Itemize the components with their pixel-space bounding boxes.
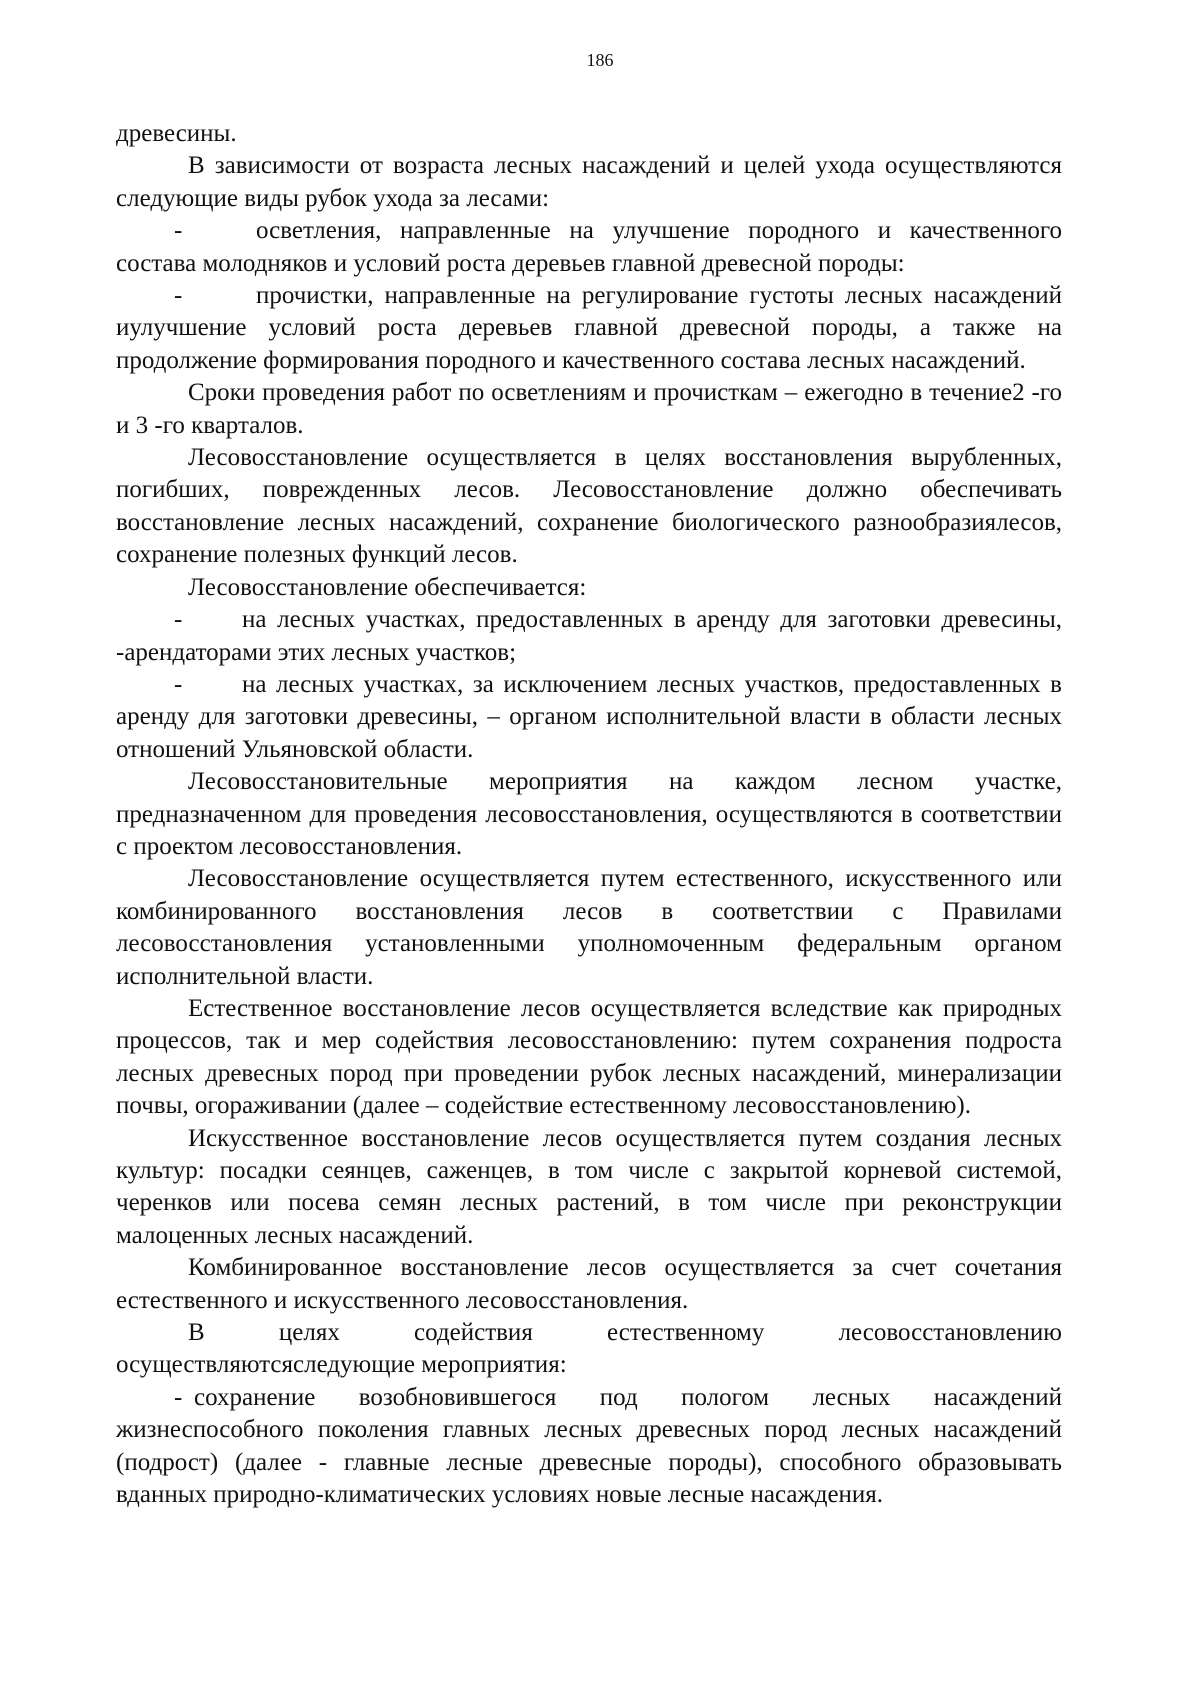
- paragraph-1: [116, 150, 1062, 215]
- bullet-dash: -: [174, 670, 183, 698]
- paragraph-text: Лесовосстановление осуществляется путем естественного, искусственного или комбинированного восстановления лесов в соответствии с Правилами лесовосстановления установленными уполномоченным федеральным органом исполнительной власти.: [116, 865, 1062, 990]
- paragraph-text: на лесных участках, предоставленных в аренду для заготовки древесины, -арендаторами этих лесных участков;: [116, 606, 1062, 666]
- paragraph-6: [116, 572, 1062, 604]
- paragraph-text: осветления, направленные на улучшение породного и качественного состава молодняков и условий роста деревьев главной древесной породы:: [116, 217, 1062, 277]
- paragraph-text: В целях содействия естественному лесовосстановлению осуществляютсяследующие мероприятия:: [116, 1319, 1062, 1379]
- paragraph-text: Искусственное восстановление лесов осуществляется путем создания лесных культур: посадки сеянцев, саженцев, в том числе с закрытой корневой системой, черенков или посева семян лесных растений, в том числе при реконструкции малоценных лесных насаждений.: [116, 1124, 1062, 1249]
- paragraph-text: В зависимости от возраста лесных насаждений и целей ухода осуществляются следующие виды рубок ухода за лесами:: [116, 152, 1062, 212]
- paragraph-text: Сроки проведения работ по осветлениям и прочисткам – ежегодно в течение2 -го и 3 -го кварталов.: [116, 379, 1062, 439]
- bullet-item-sokhranenie-podrosta: [116, 1382, 1062, 1512]
- paragraph-text: Лесовосстановительные мероприятия на каждом лесном участке, предназначенном для проведения лесовосстановления, осуществляются в соответствии с проектом лесовосстановления.: [116, 768, 1062, 860]
- paragraph-text: Лесовосстановление обеспечивается:: [188, 573, 587, 601]
- paragraph-text: древесины.: [116, 120, 237, 147]
- paragraph-4: [116, 377, 1062, 442]
- bullet-dash: -: [174, 282, 183, 310]
- paragraph-text: Лесовосстановление осуществляется в целях восстановления вырубленных, погибших, поврежденных лесов. Лесовосстановление должно обеспечивать восстановление лесных насаждений, сохранение биологического разнообразиялесов, сохранение полезных функций лесов.: [116, 444, 1062, 569]
- paragraph-text: прочистки, направленные на регулирование густоты лесных насаждений иулучшение условий роста деревьев главной древесной породы, а также на продолжение формирования породного и качественного состава лесных насаждений.: [116, 282, 1062, 374]
- paragraph-text: Комбинированное восстановление лесов осуществляется за счет сочетания естественного и искусственного лесовосстановления.: [116, 1254, 1062, 1314]
- bullet-item-prochistki: [116, 280, 1062, 377]
- paragraph-12: [116, 1123, 1062, 1253]
- bullet-item-organ-vlasti: [116, 669, 1062, 766]
- paragraph-9: [116, 766, 1062, 863]
- paragraph-5: [116, 442, 1062, 572]
- paragraph-10: [116, 863, 1062, 993]
- paragraph-text: Естественное восстановление лесов осуществляется вследствие как природных процессов, так и мер содействия лесовосстановлению: путем сохранения подроста лесных древесных пород при проведении рубок лесных насаждений, минерализации почвы, огораживании (далее – содействие естественному лесовосстановлению).: [116, 994, 1062, 1120]
- bullet-dash: -: [174, 217, 183, 245]
- bullet-dash: -: [174, 606, 183, 634]
- paragraph-0: [116, 118, 1062, 150]
- bullet-item-osvetleniya: [116, 215, 1062, 280]
- document-body: [116, 118, 1062, 1511]
- paragraph-14: [116, 1317, 1062, 1382]
- bullet-dash: -: [174, 1383, 183, 1411]
- paragraph-text: сохранение возобновившегося под пологом лесных насаждений жизнеспособного поколения главных лесных древесных пород лесных насаждений (подрост) (далее - главные лесные древесные породы), способного образовывать вданных природно-климатических условиях новые лесные насаждения.: [116, 1383, 1062, 1509]
- paragraph-11: [116, 993, 1062, 1123]
- page-number: 186: [586, 50, 614, 70]
- bullet-item-arendatory: [116, 604, 1062, 669]
- paragraph-13: [116, 1252, 1062, 1317]
- paragraph-text: на лесных участках, за исключением лесных участков, предоставленных в аренду для заготовки древесины, – органом исполнительной власти в области лесных отношений Ульяновской области.: [116, 670, 1062, 763]
